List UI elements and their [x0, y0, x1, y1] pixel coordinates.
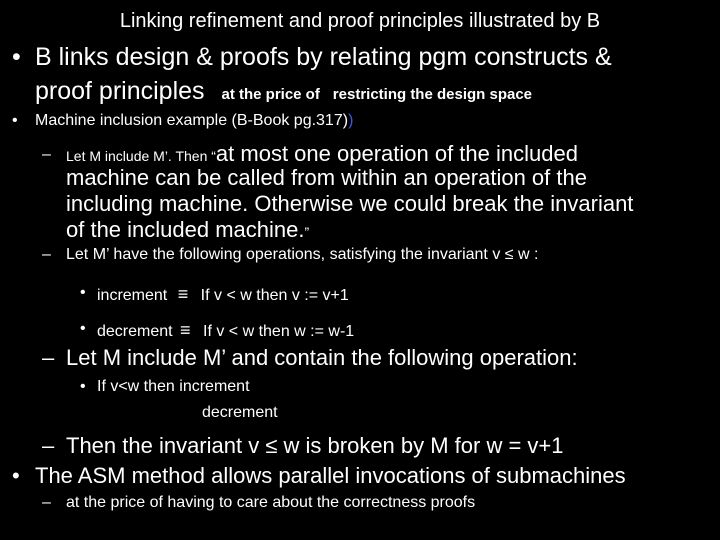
- dash-marker: –: [42, 494, 51, 511]
- b3-sub-text: at the price of having to care about the correctness proofs: [66, 494, 476, 511]
- slide-title: Linking refinement and proof principles illustrated by B: [119, 10, 601, 32]
- b1-line2: [35, 76, 532, 110]
- op-increment: [97, 284, 349, 305]
- op-decrement-equiv: ≡: [180, 320, 191, 340]
- dash-marker: –: [42, 246, 51, 263]
- b3-text: The ASM method allows parallel invocations of submachines: [35, 463, 626, 488]
- op-increment-name: increment: [97, 287, 168, 304]
- op-increment-equiv: ≡: [177, 284, 189, 304]
- b2-prefix: Machine inclusion example: [35, 112, 232, 129]
- bullet-marker: •: [12, 112, 18, 129]
- op-bullet: •: [80, 284, 86, 301]
- op-decrement-def: If v < w then w := w-1: [203, 323, 355, 340]
- op-increment-def: If v < w then v := v+1: [200, 287, 349, 304]
- op-decrement: [97, 320, 354, 341]
- sub1-quote-end: ”: [304, 224, 310, 240]
- sub1-lead: Let M include M’. Then “: [66, 148, 216, 164]
- b2-ref: (B-Book pg.317): [231, 112, 349, 129]
- sub1-quote-l4: of the included machine.: [66, 217, 305, 242]
- b1-accent-restricting: restricting the design space: [332, 86, 533, 103]
- dash-marker: –: [42, 433, 55, 458]
- bullet-marker: •: [12, 463, 20, 488]
- op-bullet: •: [80, 378, 86, 395]
- sub1-quote-l2: machine can be called from within an operation of the: [66, 165, 587, 190]
- sub1-quote-l1: at most one operation of the included: [215, 141, 578, 166]
- b2-bracket: ): [348, 112, 354, 129]
- dash-marker: –: [42, 146, 51, 163]
- sub1-quote-l4-wrap: [66, 216, 309, 246]
- sub1-quote-l3: including machine. Otherwise we could break the invariant: [66, 191, 634, 216]
- op-bullet: •: [80, 320, 86, 337]
- b1-line2-text: proof principles: [35, 77, 205, 105]
- sub2-text: Let M’ have the following operations, satisfying the invariant v ≤ w :: [66, 246, 539, 263]
- sub3-text: Let M include M’ and contain the following operation:: [66, 345, 578, 370]
- b1-accent-price: at the price of: [221, 86, 320, 103]
- b1-line1: B links design & proofs by relating pgm constructs &: [35, 43, 612, 71]
- sub4-text: Then the invariant v ≤ w is broken by M for w = v+1: [66, 433, 564, 458]
- op3-line1: If v<w then increment: [97, 378, 250, 395]
- dash-marker: –: [42, 345, 55, 370]
- bullet-marker: •: [12, 43, 21, 71]
- b2-line: [35, 112, 353, 130]
- op-decrement-name: decrement: [97, 323, 173, 340]
- op3-line2: decrement: [202, 404, 278, 421]
